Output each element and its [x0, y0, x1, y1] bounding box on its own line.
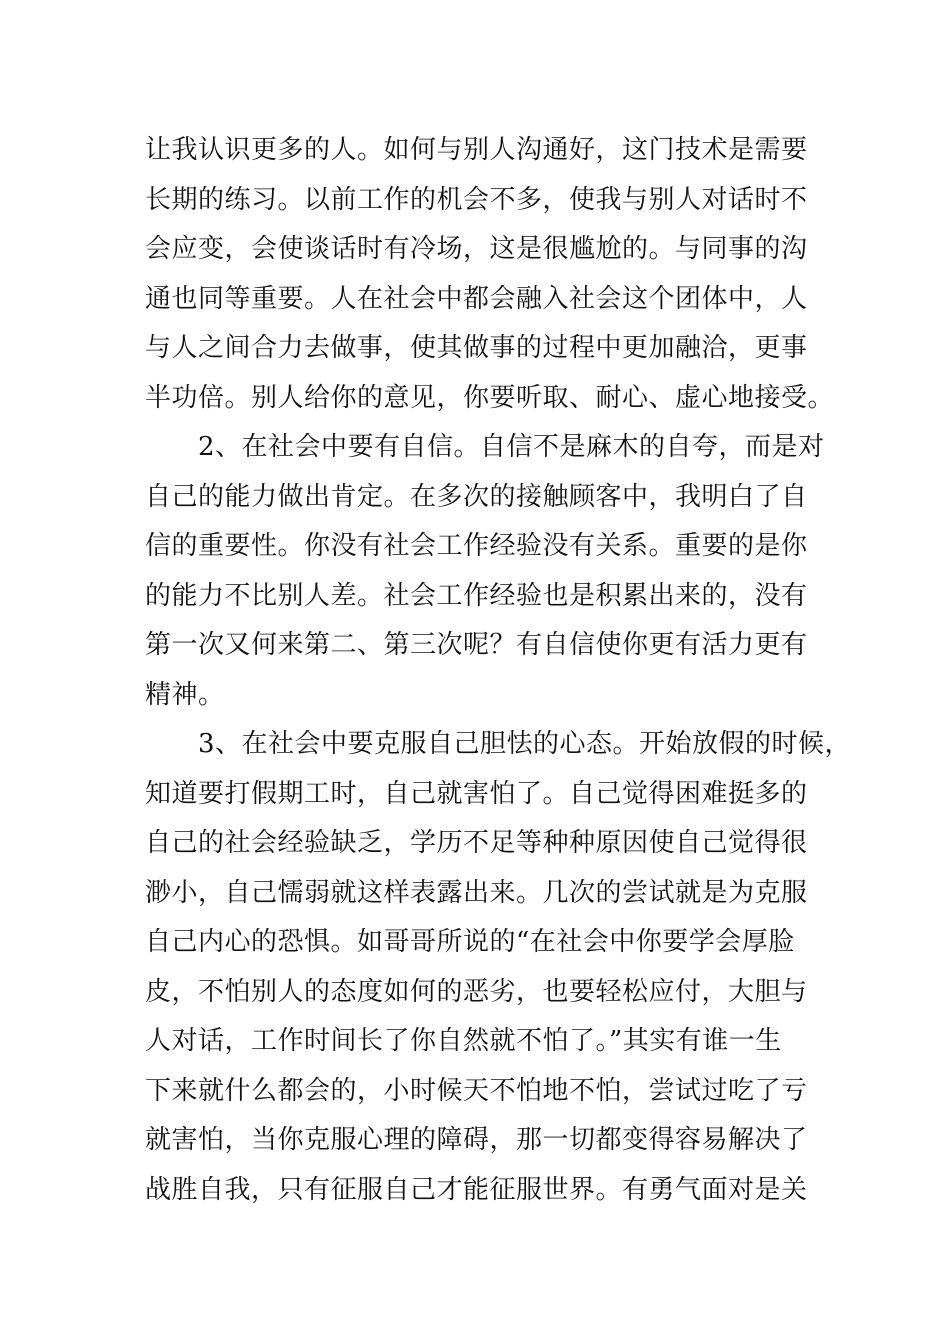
text-line-2: 长期的练习。以前工作的机会不多，使我与别人对话时不 — [145, 184, 808, 215]
text-line-4: 通也同等重要。人在社会中都会融入社会这个团体中，人 — [145, 283, 808, 314]
text-line-5: 与人之间合力去做事，使其做事的过程中更加融洽，更事 — [145, 333, 808, 363]
text-line-18: 皮，不怕别人的态度如何的恶劣，也要轻松应付，大胆与 — [145, 976, 808, 1007]
text-line-19: 人对话，工作时间长了你自然就不怕了。”其实有谁一生 — [145, 1026, 782, 1056]
text-line-11: 第一次又何来第二、第三次呢？有自信使你更有活力更有 — [145, 630, 808, 660]
body-text — [145, 126, 852, 1215]
text-line-15: 自己的社会经验缺乏，学历不足等种种原因使自己觉得很 — [145, 828, 808, 858]
text-line-12: 精神。 — [145, 679, 225, 710]
text-line-22: 战胜自我，只有征服自己才能征服世界。有勇气面对是关 — [145, 1174, 808, 1205]
text-line-8: 自己的能力做出肯定。在多次的接触顾客中，我明白了自 — [145, 481, 808, 512]
text-line-17: 自己内心的恐惧。如哥哥所说的“在社会中你要学会厚脸 — [145, 927, 795, 957]
text-line-1: 让我认识更多的人。如何与别人沟通好，这门技术是需要 — [145, 135, 808, 165]
text-line-14: 知道要打假期工时，自己就害怕了。自己觉得困难挺多的 — [145, 778, 808, 809]
text-line-7: 2、在社会中要有自信。自信不是麻木的自夸，而是对 — [145, 432, 825, 462]
text-line-20: 下来就什么都会的，小时候天不怕地不怕，尝试过吃了亏 — [145, 1075, 808, 1106]
text-line-6: 半功倍。别人给你的意见，你要听取、耐心、虚心地接受。 — [145, 382, 835, 413]
text-line-13: 3、在社会中要克服自己胆怯的心态。开始放假的时候， — [145, 729, 852, 759]
text-line-9: 信的重要性。你没有社会工作经验没有关系。重要的是你 — [145, 531, 808, 561]
text-line-3: 会应变，会使谈话时有冷场，这是很尴尬的。与同事的沟 — [145, 234, 808, 264]
text-line-16: 渺小，自己懦弱就这样表露出来。几次的尝试就是为克服 — [145, 877, 808, 908]
text-line-21: 就害怕，当你克服心理的障碍，那一切都变得容易解决了 — [145, 1125, 808, 1155]
text-line-10: 的能力不比别人差。社会工作经验也是积累出来的，没有 — [145, 580, 808, 611]
